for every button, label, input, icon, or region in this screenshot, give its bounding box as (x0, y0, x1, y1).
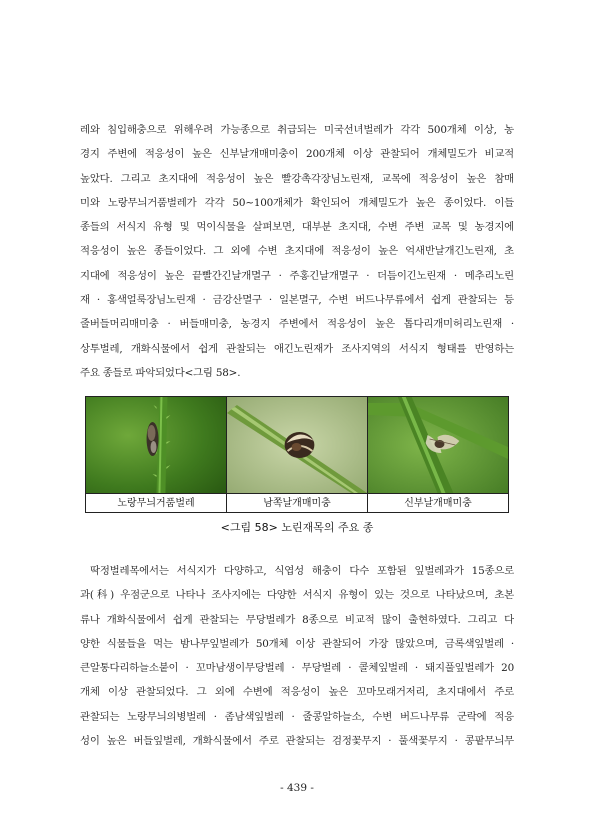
paragraph-1 (80, 118, 514, 385)
text-line: 주요 종들로 파악되었다<그림 58>. (80, 366, 241, 379)
text-line: 상투벌레, 개화식물에서 쉽게 관찰되는 애긴노린재가 조사지역의 서식지 형태를 반영하는 (80, 342, 514, 355)
text-line: 딱정벌레목에서는 서식지가 다양하고, 식엽성 해충이 다수 포함된 잎벌레과가 15종으로 (90, 565, 514, 577)
figure-captions (86, 494, 508, 513)
text-line: 양한 식물들을 먹는 밤나무잎벌레가 50개체 이상 관찰되어 가장 많았으며, 금록색잎벌레 · (80, 637, 514, 650)
text-line: 관찰되는 노랑무늬의병벌레 · 좀남색잎벌레 · 줄콩알하늘소, 수변 버드나무류 군락에 적응 (80, 710, 514, 723)
caption-spittlebug: 노랑무늬거품벌레 (117, 498, 195, 509)
caption-planthopper-south: 남쪽날개매미충 (226, 494, 367, 513)
text-line: 과(科) 우점군으로 나타나 조사지에는 다양한 서식지 유형이 있는 것으로 나타났으며, 초본 (80, 589, 514, 602)
figure-photos (86, 397, 508, 494)
text-line: 줄버들머리매미충 · 버들매미충, 농경지 주변에서 적응성이 높은 톱다리개미허리노린재 · (80, 318, 514, 331)
photo-spittlebug (86, 397, 226, 493)
photo-planthopper-bride (367, 397, 508, 493)
text-line: 미와 노랑무늬거품벌레가 각각 50∼100개체가 확인되어 개체밀도가 높은 종이었다. 이들 (80, 196, 514, 209)
text-line: 성이 높은 버들잎벌레, 개화식물에서 주로 관찰되는 검정꽃무지 · 풀색꽃무지 · 콩팥무늬무 (80, 735, 514, 748)
text-line: 지대에 적응성이 높은 끝빨간긴날개멸구 · 주홍긴날개멸구 · 더듬이긴노린재 · 메추리노린 (80, 269, 514, 282)
text-line: 큰알통다리하늘소붙이 · 꼬마남생이무당벌레 · 무당벌레 · 콜체잎벌레 · 돼지풀잎벌레가 20 (80, 662, 514, 675)
photo-planthopper-south (226, 397, 367, 493)
text-line: 개체 이상 관찰되었다. 그 외에 수변에 적응성이 높은 꼬마모래거저리, 초지대에서 주로 (80, 686, 514, 699)
figure-title: <그림 58> 노린재목의 주요 종 (220, 521, 374, 534)
caption-planthopper-bride: 신부날개매미충 (367, 494, 508, 513)
text-line: 류나 개화식물에서 쉽게 관찰되는 무당벌레가 8종으로 비교적 많이 출현하였다. 그리고 다 (80, 613, 514, 626)
text-line: 재 · 홍색얼룩장님노린재 · 금강산멸구 · 일본멸구, 수변 버드나무류에서 쉽게 관찰되는 등 (80, 294, 514, 307)
figure-58 (85, 396, 509, 513)
paragraph-2 (80, 559, 514, 753)
page-number: - 439 - (280, 782, 314, 794)
text-line: 적응성이 높은 종들이었다. 그 외에 수변 초지대에 적응성이 높은 억새반날개긴노린재, 초 (80, 245, 514, 258)
text-line: 높았다. 그리고 초지대에 적응성이 높은 빨강촉각장님노린재, 교목에 적응성이 높은 참매 (80, 172, 514, 185)
text-line: 레와 침입해충으로 위해우려 가능종으로 취급되는 미국선녀벌레가 각각 500개체 이상, 농 (80, 124, 514, 136)
text-line: 경지 주변에 적응성이 높은 신부날개매미충이 200개체 이상 관찰되어 개체밀도가 비교적 (80, 148, 514, 161)
text-line: 종들의 서식지 유형 및 먹이식물을 살펴보면, 대부분 초지대, 수변 주변 교목 및 농경지에 (80, 221, 514, 234)
